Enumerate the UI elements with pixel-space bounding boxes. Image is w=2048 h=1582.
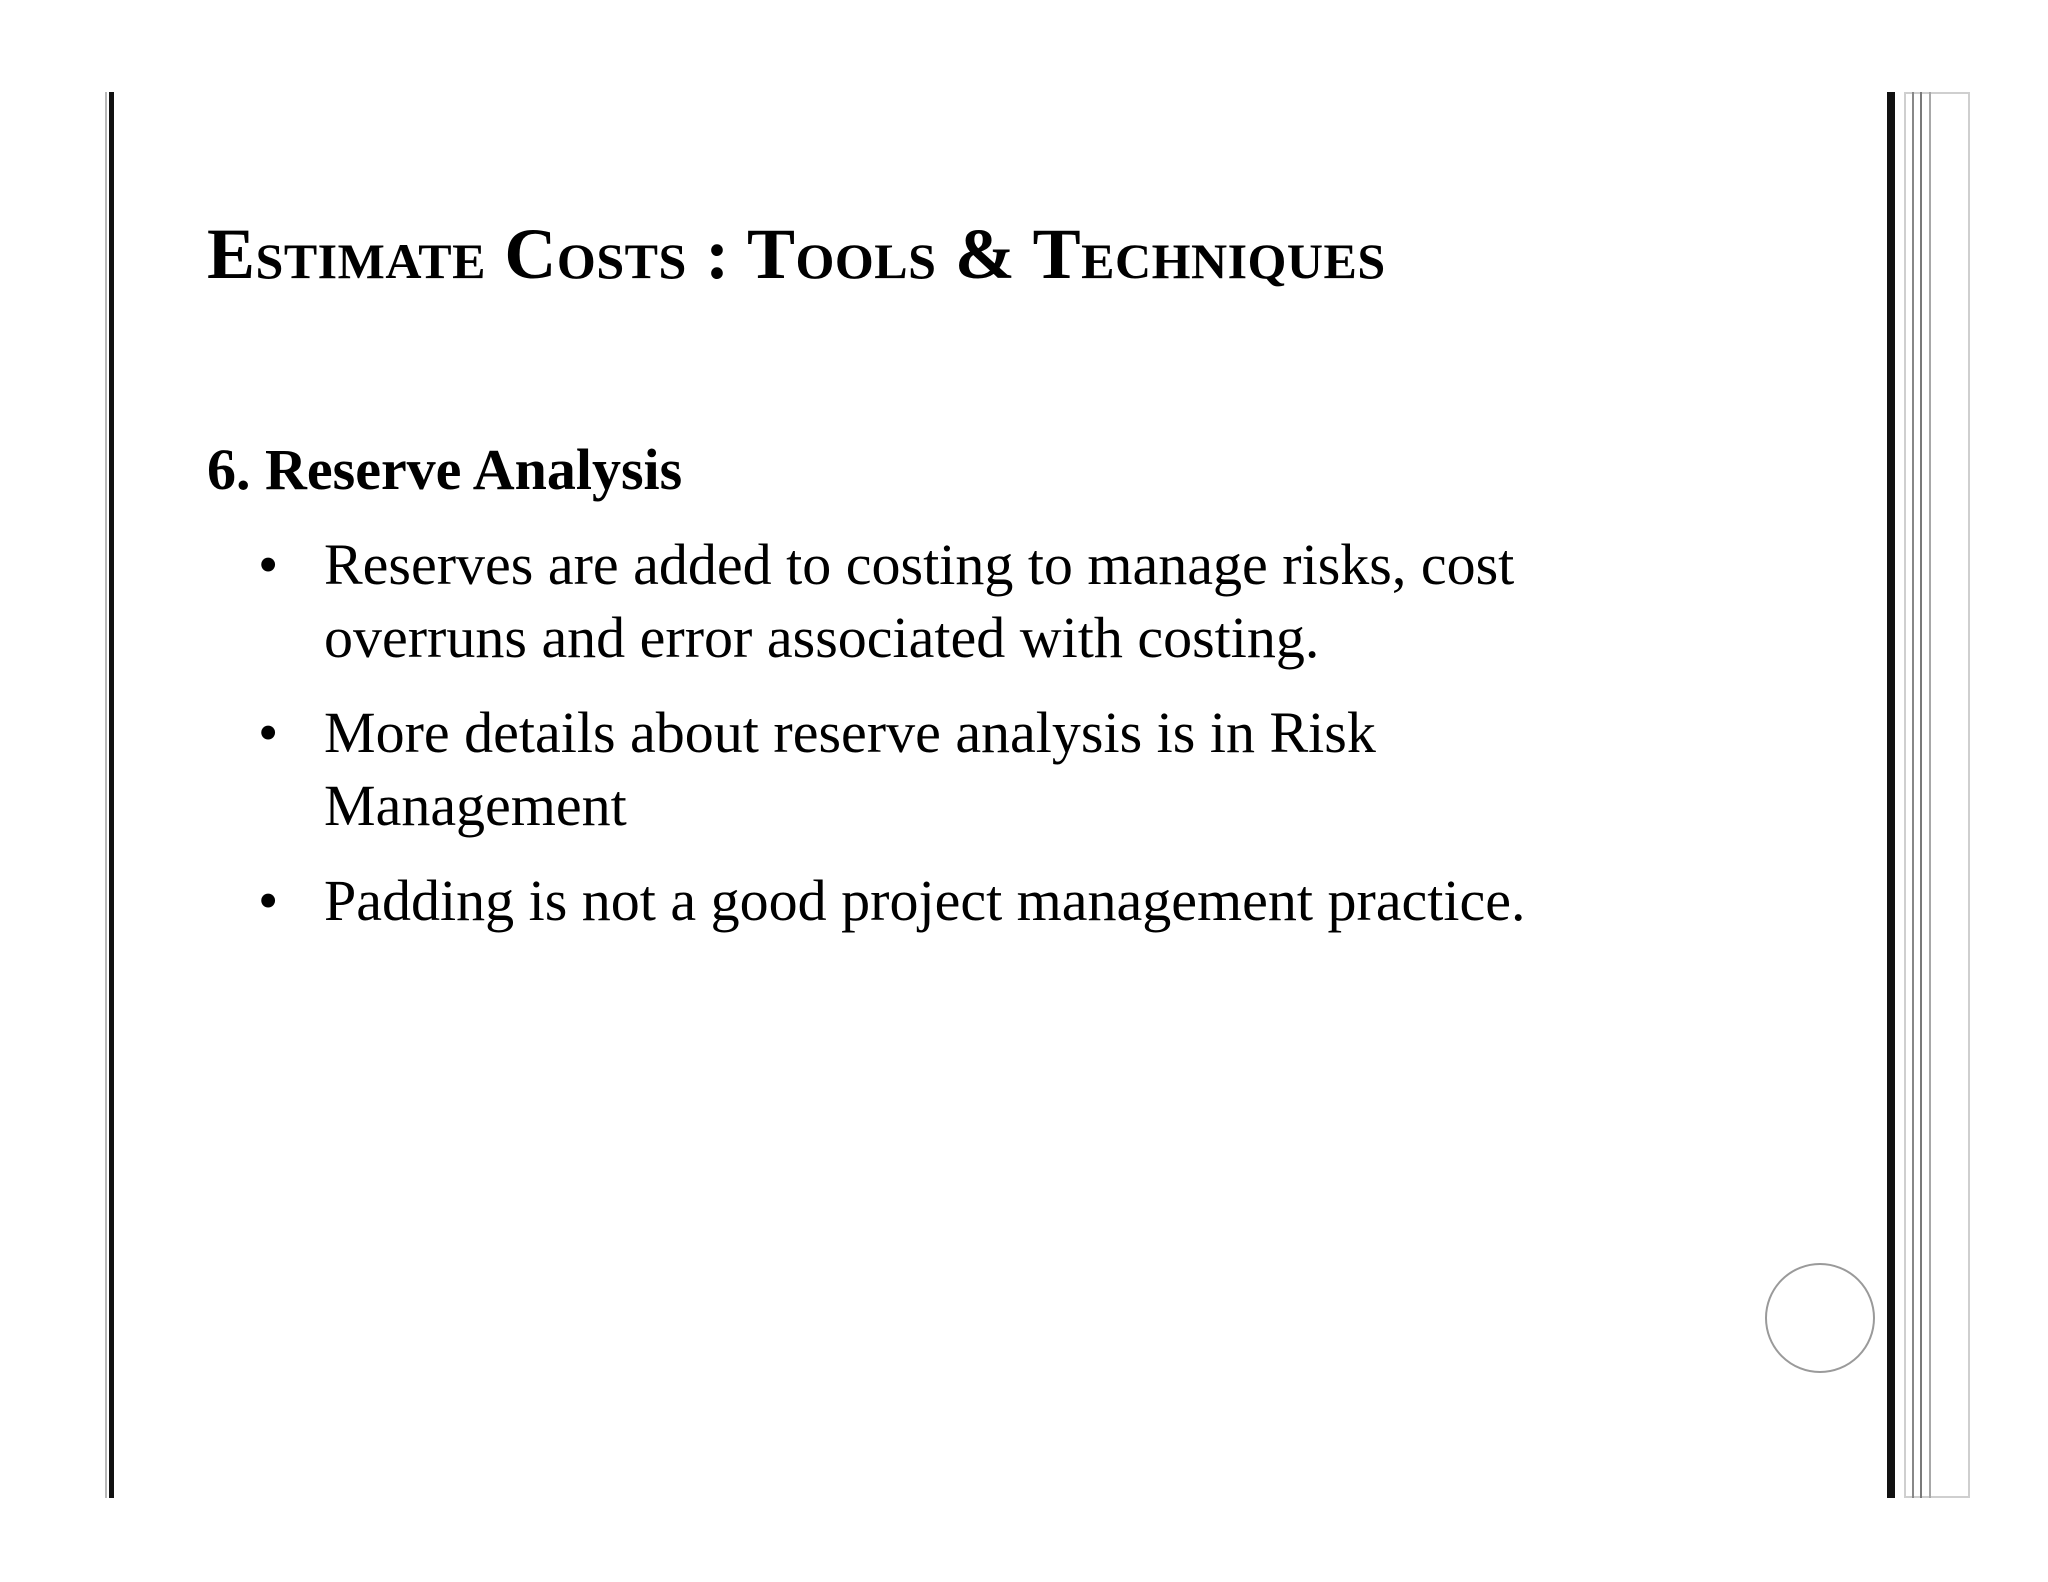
list-item <box>254 864 1554 937</box>
bullet-text: Reserves are added to costing to manage risks, cost overruns and error associated with costing. <box>324 532 1515 670</box>
decorative-circle <box>1765 1263 1875 1373</box>
right-frame-line <box>1929 92 1931 1498</box>
left-frame-line-thick <box>109 92 114 1498</box>
left-frame-line-thin <box>105 92 107 1498</box>
slide-title: Estimate Costs : Tools & Techniques <box>207 214 1386 294</box>
list-item <box>254 528 1554 674</box>
bullet-list <box>254 528 1554 959</box>
right-frame-line <box>1920 92 1922 1498</box>
right-frame-line-thick <box>1887 92 1895 1498</box>
bullet-icon: • <box>258 700 279 765</box>
right-frame-line <box>1912 92 1914 1498</box>
bullet-icon: • <box>258 532 279 597</box>
bullet-icon: • <box>258 868 279 933</box>
bullet-text: Padding is not a good project management practice. <box>324 868 1526 933</box>
list-item <box>254 696 1554 842</box>
section-heading: 6. Reserve Analysis <box>207 437 683 502</box>
bullet-text: More details about reserve analysis is in Risk Management <box>324 700 1376 838</box>
